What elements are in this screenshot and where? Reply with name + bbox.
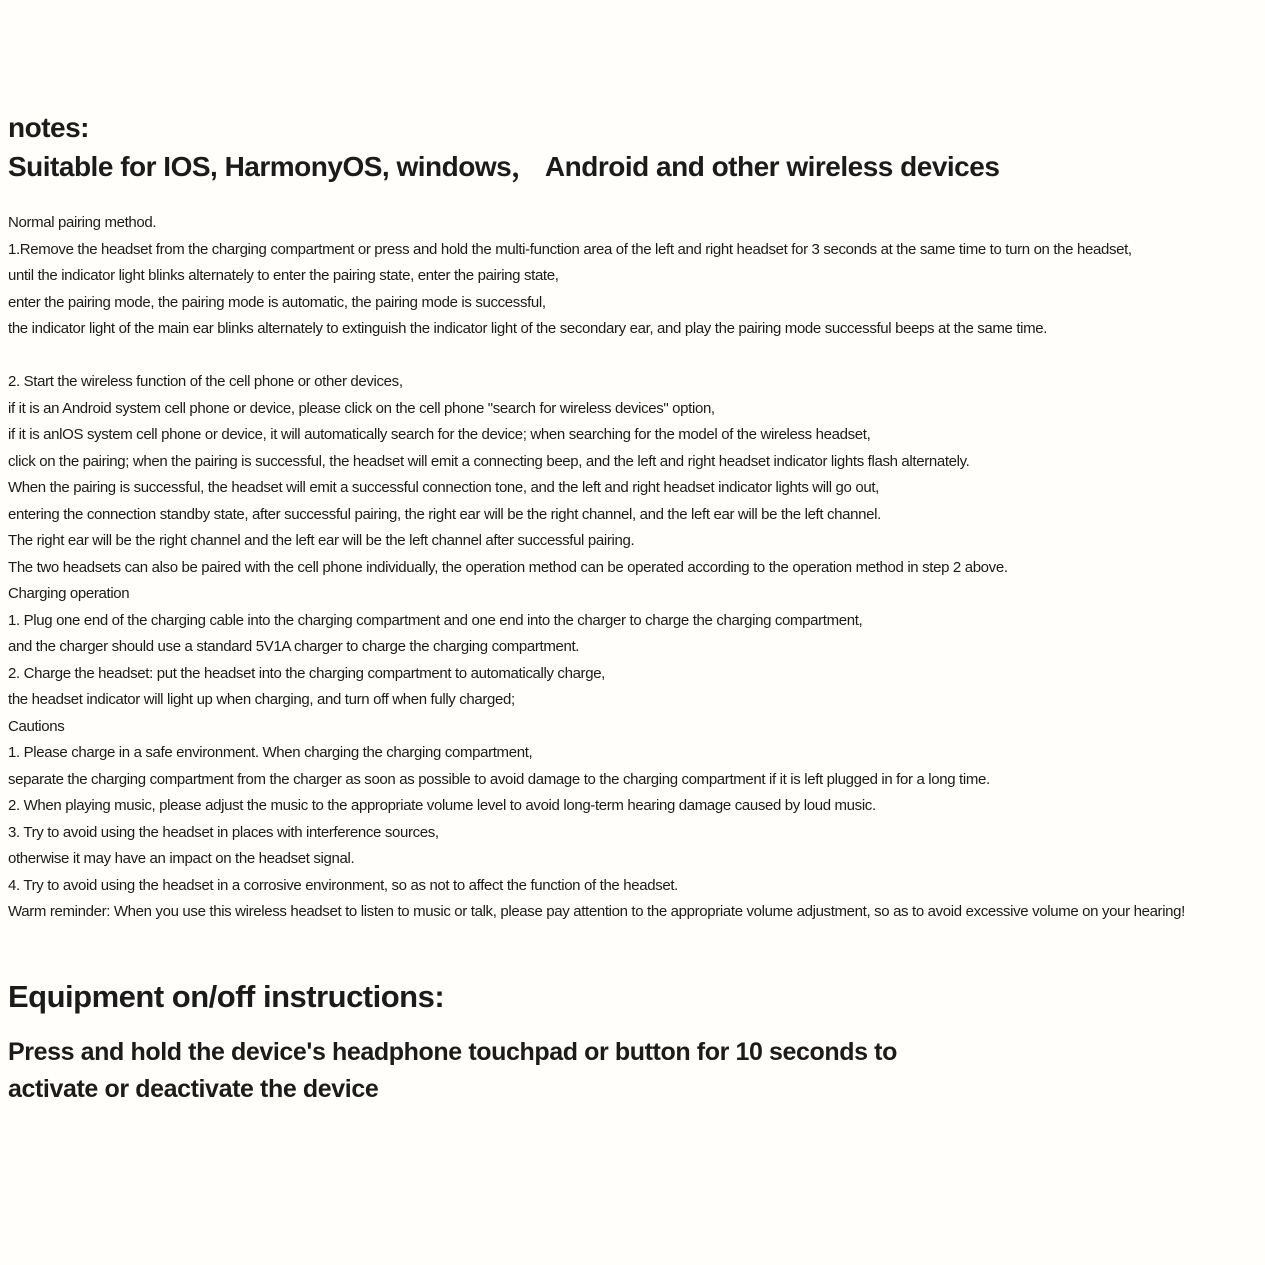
- text-line: if it is anlOS system cell phone or device, it will automatically search for the device; when searching for the model of the wireless headset,: [8, 426, 871, 443]
- equipment-onoff-section: [8, 976, 1265, 1108]
- text-line: and the charger should use a standard 5V1A charger to charge the charging compartment.: [8, 638, 580, 655]
- text-line: otherwise it may have an impact on the headset signal.: [8, 850, 355, 867]
- text-line: the headset indicator will light up when charging, and turn off when fully charged;: [8, 691, 515, 708]
- text-line: Charging operation: [8, 585, 130, 602]
- equipment-instruction-line: activate or deactivate the device: [8, 1074, 379, 1103]
- text-line: entering the connection standby state, after successful pairing, the right ear will be the right channel, and the left ear will be the left channel.: [8, 505, 881, 523]
- notes-heading: notes:: [8, 112, 89, 143]
- text-line: 2. Start the wireless function of the cell phone or other devices,: [8, 373, 403, 390]
- text-line: 1.Remove the headset from the charging compartment or press and hold the multi-function area of the left and right headset for 3 seconds at the same time to turn on the headset,: [8, 240, 1132, 258]
- notes-header: [8, 0, 1265, 186]
- text-line: The two headsets can also be paired with the cell phone individually, the operation method can be operated according to the operation method in step 2 above.: [8, 558, 1008, 576]
- text-line: When the pairing is successful, the headset will emit a successful connection tone, and the left and right headset indicator lights will go out,: [8, 479, 879, 496]
- text-line: 1. Please charge in a safe environment. When charging the charging compartment,: [8, 744, 533, 761]
- text-line: 2. Charge the headset: put the headset into the charging compartment to automatically charge,: [8, 664, 606, 682]
- text-line: 1. Plug one end of the charging cable into the charging compartment and one end into the charger to charge the charging compartment,: [8, 611, 863, 629]
- equipment-onoff-body: [8, 1034, 1265, 1108]
- text-line: 3. Try to avoid using the headset in places with interference sources,: [8, 823, 439, 841]
- text-line: enter the pairing mode, the pairing mode is automatic, the pairing mode is successful,: [8, 293, 546, 311]
- pairing-and-care-instructions: [8, 210, 1265, 926]
- text-line: Cautions: [8, 717, 65, 735]
- text-line: 4. Try to avoid using the headset in a corrosive environment, so as not to affect the function of the headset.: [8, 876, 678, 894]
- text-line: Warm reminder: When you use this wireless headset to listen to music or talk, please pay attention to the appropriate volume adjustment, so as to avoid excessive volume on your hearing!: [8, 903, 1185, 920]
- text-line: click on the pairing; when the pairing is successful, the headset will emit a connecting beep, and the left and right headset indicator lights flash alternately.: [8, 452, 970, 470]
- compatibility-heading: Suitable for IOS, HarmonyOS, windows， Android and other wireless devices: [8, 151, 1000, 182]
- connection-charging-cautions-paragraph: [8, 369, 1265, 926]
- text-line: the indicator light of the main ear blinks alternately to extinguish the indicator light of the secondary ear, and play the pairing mode successful beeps at the same time.: [8, 320, 1048, 337]
- text-line: separate the charging compartment from the charger as soon as possible to avoid damage to the charging compartment if it is left plugged in for a long time.: [8, 770, 990, 788]
- text-line: 2. When playing music, please adjust the music to the appropriate volume level to avoid long-term hearing damage caused by loud music.: [8, 797, 876, 814]
- normal-pairing-paragraph: [8, 210, 1265, 343]
- text-line: until the indicator light blinks alternately to enter the pairing state, enter the pairing state,: [8, 267, 559, 284]
- equipment-instruction-line: Press and hold the device's headphone touchpad or button for 10 seconds to: [8, 1037, 897, 1066]
- text-line: if it is an Android system cell phone or device, please click on the cell phone "search for wireless devices" option,: [8, 399, 715, 417]
- text-line: The right ear will be the right channel and the left ear will be the left channel after successful pairing.: [8, 532, 635, 549]
- equipment-onoff-heading: Equipment on/off instructions:: [8, 978, 445, 1014]
- text-line: Normal pairing method.: [8, 214, 157, 231]
